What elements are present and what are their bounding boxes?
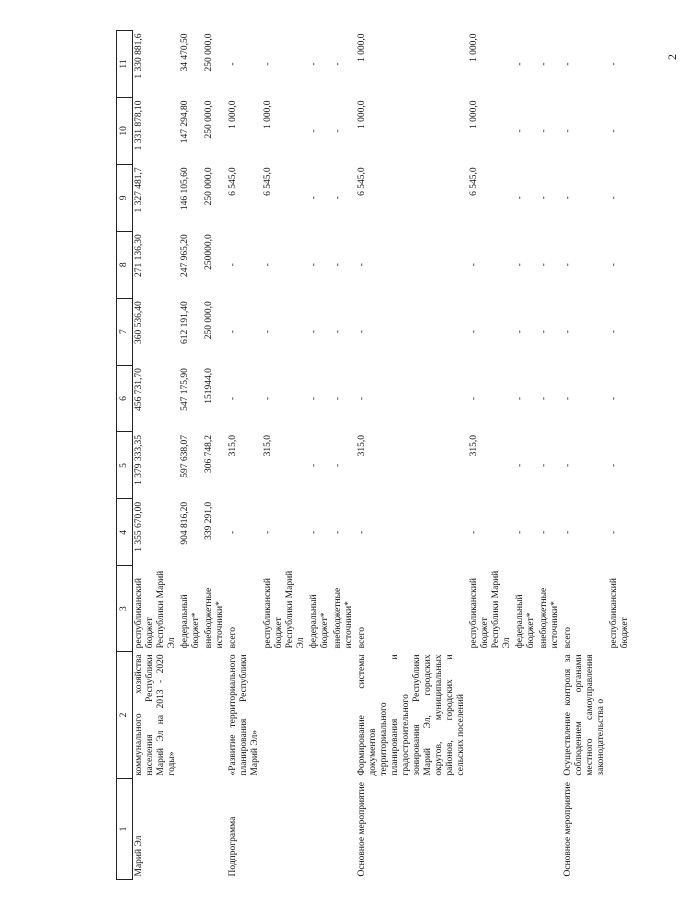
value-cell: 250 000,0	[204, 33, 214, 72]
program-name-cell	[514, 651, 538, 778]
value-cell: -	[609, 330, 619, 334]
program-type-cell	[468, 779, 514, 880]
value-cell: -	[539, 396, 549, 401]
value-cell: -	[539, 62, 549, 66]
program-name-cell: коммунального хозяйства населения Республики Марий Эл на 2013 - 2020 годы»	[134, 654, 177, 776]
program-type-cell	[514, 779, 538, 880]
value-cell: 1 000,0	[469, 100, 479, 129]
value-cell: 147 294,80	[180, 100, 190, 144]
table-row	[308, 31, 332, 880]
value-cell: 271 136,30	[134, 234, 144, 278]
funding-source-cell: всего	[563, 626, 573, 649]
value-cell: -	[333, 530, 343, 534]
financing-table	[116, 30, 632, 880]
value-cell: -	[309, 196, 319, 200]
table-row	[538, 31, 562, 880]
value-cell: -	[563, 62, 573, 66]
value-cell: -	[469, 396, 479, 401]
funding-source-cell: федеральный бюджет*	[515, 594, 536, 649]
table-row	[468, 31, 514, 880]
value-cell: 315,0	[263, 435, 273, 457]
program-name-cell: «Развитие территориального планирования Республики Марий Эл»	[228, 654, 260, 776]
value-cell: 1 000,0	[357, 100, 367, 129]
column-header-11: 11	[117, 31, 133, 98]
program-type-cell: Марий Эл	[134, 835, 144, 877]
value-cell: 250 000,0	[204, 100, 214, 139]
program-type-cell	[308, 779, 332, 880]
value-cell: 1 000,0	[357, 33, 367, 62]
value-cell: -	[515, 396, 525, 401]
value-cell: -	[309, 263, 319, 267]
rotated-table-container	[116, 30, 636, 880]
value-cell: -	[309, 530, 319, 534]
column-header-9: 9	[117, 164, 133, 231]
program-type-cell: Основное мероприятие	[357, 782, 367, 877]
value-cell: -	[309, 129, 319, 133]
program-type-cell	[608, 779, 632, 880]
value-cell: -	[228, 530, 238, 534]
value-cell: -	[609, 196, 619, 200]
column-header-7: 7	[117, 298, 133, 365]
value-cell: 146 105,60	[180, 167, 190, 211]
value-cell: 250 000,0	[204, 167, 214, 206]
value-cell: 1 000,0	[469, 33, 479, 62]
value-cell: -	[515, 62, 525, 66]
funding-source-cell: федеральный бюджет*	[180, 594, 201, 649]
column-header-1: 1	[117, 779, 133, 880]
value-cell: -	[263, 62, 273, 66]
table-row	[562, 31, 608, 880]
value-cell: -	[609, 463, 619, 468]
value-cell: 1 000,0	[263, 100, 273, 129]
value-cell: 1 331 878,10	[134, 100, 144, 151]
value-cell: 360 536,40	[134, 301, 144, 344]
value-cell: -	[609, 396, 619, 401]
table-row	[203, 31, 227, 880]
table-row	[332, 31, 356, 880]
table-row	[262, 31, 308, 880]
value-cell: -	[515, 129, 525, 133]
table-row	[133, 31, 180, 880]
value-cell: -	[515, 530, 525, 534]
value-cell: -	[228, 330, 238, 334]
value-cell: -	[357, 330, 367, 334]
program-type-cell: Основное мероприятие	[563, 782, 573, 877]
value-cell: -	[333, 196, 343, 200]
program-type-cell	[203, 779, 227, 880]
column-header-2: 2	[117, 651, 133, 778]
value-cell: -	[469, 330, 479, 334]
funding-source-cell: внебюджетные источники*	[333, 587, 354, 649]
funding-source-cell: республиканский бюджет	[609, 578, 630, 649]
value-cell: 247 965,20	[180, 234, 190, 278]
column-header-4: 4	[117, 499, 133, 566]
value-cell: 6 545,0	[263, 167, 273, 196]
value-cell: -	[309, 396, 319, 401]
funding-source-cell: всего	[228, 626, 238, 649]
value-cell: 904 816,20	[180, 501, 190, 545]
value-cell: -	[563, 330, 573, 334]
value-cell: -	[357, 263, 367, 267]
value-cell: -	[333, 129, 343, 133]
value-cell: -	[228, 62, 238, 66]
table-row	[356, 31, 468, 880]
value-cell: 1 000,0	[228, 100, 238, 129]
value-cell: -	[563, 263, 573, 267]
value-cell: -	[228, 396, 238, 401]
value-cell: -	[539, 196, 549, 200]
value-cell: -	[539, 530, 549, 534]
funding-source-cell: республиканский бюджет Республики Марий Эл	[134, 570, 177, 649]
value-cell: 151944,0	[204, 368, 214, 404]
program-name-cell	[608, 651, 632, 778]
value-cell: 315,0	[469, 435, 479, 457]
program-name-cell	[262, 651, 308, 778]
value-cell: 6 545,0	[469, 167, 479, 196]
funding-source-cell: всего	[357, 626, 367, 649]
value-cell: 1 355 670,00	[134, 501, 144, 552]
value-cell: -	[263, 396, 273, 401]
value-cell: -	[357, 530, 367, 534]
value-cell: -	[469, 263, 479, 267]
column-header-5: 5	[117, 432, 133, 499]
program-type-cell	[538, 779, 562, 880]
value-cell: -	[469, 530, 479, 534]
program-name-cell	[468, 651, 514, 778]
value-cell: -	[539, 330, 549, 334]
value-cell: -	[539, 263, 549, 267]
value-cell: 612 191,40	[180, 301, 190, 344]
value-cell: -	[263, 263, 273, 267]
value-cell: -	[309, 62, 319, 66]
header-row	[117, 31, 133, 880]
value-cell: 34 470,50	[180, 33, 190, 72]
program-name-cell	[203, 651, 227, 778]
value-cell: -	[515, 463, 525, 468]
column-header-6: 6	[117, 365, 133, 432]
funding-source-cell: республиканский бюджет Республики Марий Эл	[263, 570, 306, 649]
value-cell: -	[609, 530, 619, 534]
value-cell: -	[563, 530, 573, 534]
column-header-8: 8	[117, 231, 133, 298]
value-cell: 315,0	[228, 435, 238, 457]
value-cell: 547 175,90	[180, 368, 190, 411]
program-type-cell	[179, 779, 203, 880]
program-type-cell	[262, 779, 308, 880]
value-cell: -	[333, 463, 343, 468]
value-cell: -	[333, 62, 343, 66]
funding-source-cell: внебюджетные источники*	[539, 587, 560, 649]
program-name-cell: Осуществление контроля за соблюдением органами местного самоуправления законодательства о	[563, 654, 606, 776]
program-name-cell	[308, 651, 332, 778]
value-cell: -	[539, 129, 549, 133]
value-cell: -	[357, 396, 367, 401]
value-cell: -	[609, 129, 619, 133]
value-cell: -	[609, 62, 619, 66]
value-cell: 1 330 881,6	[134, 33, 144, 79]
program-name-cell	[332, 651, 356, 778]
value-cell: -	[333, 330, 343, 334]
program-name-cell: Формирование системы документов территориального планирования и градостроительного зонирования Республики Марий Эл, городских округов, муниципальных районов, городских и сельских поселений	[357, 654, 466, 776]
value-cell: 456 731,70	[134, 368, 144, 411]
value-cell: 597 638,07	[180, 435, 190, 478]
funding-source-cell: внебюджетные источники*	[204, 587, 225, 649]
value-cell: -	[309, 330, 319, 334]
column-header-10: 10	[117, 97, 133, 164]
value-cell: -	[228, 263, 238, 267]
value-cell: 6 545,0	[357, 167, 367, 196]
value-cell: -	[515, 196, 525, 200]
program-type-cell: Подпрограмма	[228, 816, 238, 877]
table-body	[133, 31, 633, 880]
column-header-3: 3	[117, 566, 133, 652]
value-cell: -	[263, 530, 273, 534]
funding-source-cell: федеральный бюджет*	[309, 594, 330, 649]
program-name-cell	[179, 651, 203, 778]
value-cell: -	[563, 129, 573, 133]
value-cell: -	[515, 263, 525, 267]
value-cell: 315,0	[357, 435, 367, 457]
value-cell: -	[263, 330, 273, 334]
value-cell: 6 545,0	[228, 167, 238, 196]
program-type-cell	[332, 779, 356, 880]
value-cell: 339 291,0	[204, 501, 214, 540]
page-number: 2	[665, 54, 679, 60]
value-cell: -	[333, 263, 343, 267]
table-row	[514, 31, 538, 880]
value-cell: -	[563, 463, 573, 468]
value-cell: -	[563, 396, 573, 401]
program-name-cell	[538, 651, 562, 778]
funding-source-cell: республиканский бюджет Республики Марий Эл	[469, 570, 512, 649]
value-cell: -	[563, 196, 573, 200]
table-row	[227, 31, 262, 880]
value-cell: -	[515, 330, 525, 334]
value-cell: 1 379 333,35	[134, 435, 144, 485]
value-cell: -	[609, 263, 619, 267]
value-cell: 1 327 481,7	[134, 167, 144, 213]
value-cell: -	[333, 396, 343, 401]
table-row	[179, 31, 203, 880]
value-cell: 306 748,2	[204, 435, 214, 473]
value-cell: -	[539, 463, 549, 468]
value-cell: -	[309, 463, 319, 468]
value-cell: 250000,0	[204, 234, 214, 270]
value-cell: 250 000,0	[204, 301, 214, 340]
table-row	[608, 31, 632, 880]
